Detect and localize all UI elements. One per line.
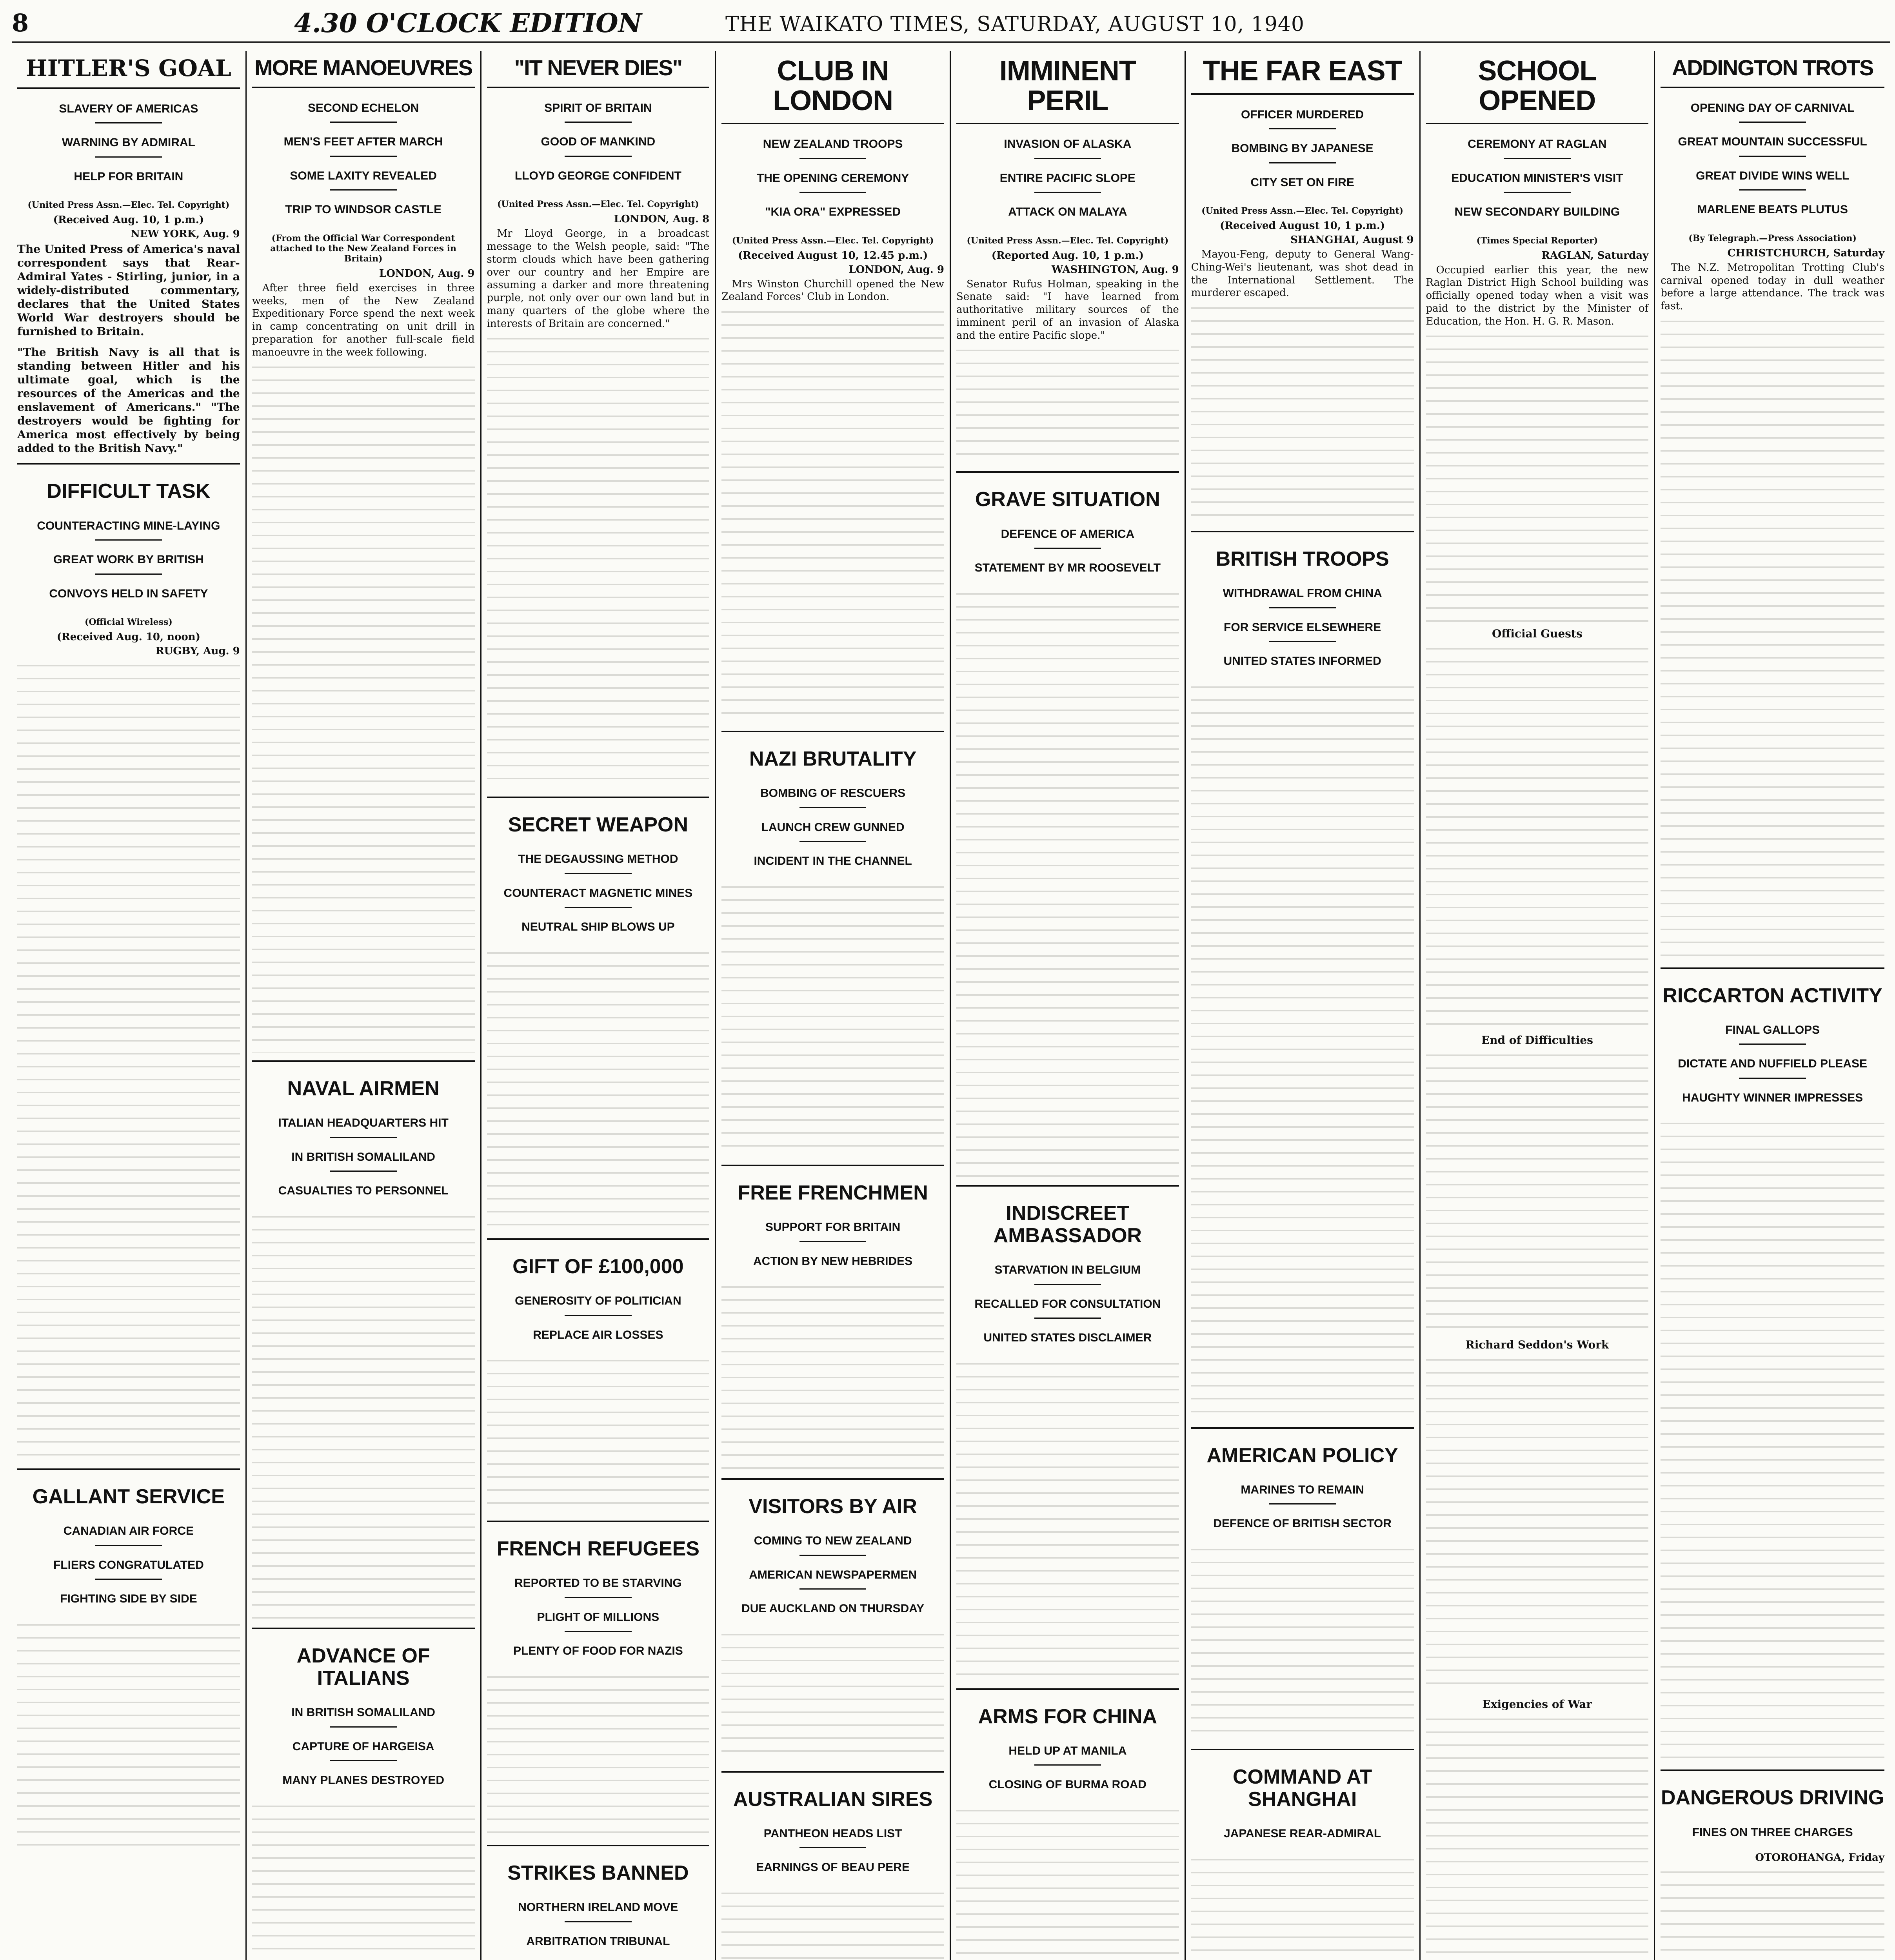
- deck: INCIDENT IN THE CHANNEL: [754, 855, 912, 868]
- newspaper-dateline: THE WAIKATO TIMES, SATURDAY, AUGUST 10, 1940: [725, 13, 1305, 36]
- article-title: ADDINGTON TROTS: [1661, 55, 1884, 88]
- section-title: GALLANT SERVICE: [17, 1468, 240, 1514]
- deck: DEFENCE OF AMERICA: [956, 517, 1179, 552]
- deck: ATTACK ON MALAYA: [1008, 205, 1127, 219]
- deck: DICTATE AND NUFFIELD PLEASE: [1661, 1047, 1884, 1081]
- article-dateline: LONDON, Aug. 9: [848, 263, 944, 276]
- deck: JAPANESE REAR-ADMIRAL: [1224, 1827, 1381, 1840]
- text-block: [1191, 682, 1414, 1419]
- deck: "KIA ORA" EXPRESSED: [765, 205, 901, 219]
- subhead: Official Guests: [1492, 627, 1582, 641]
- section-title: ADVANCE OF ITALIANS: [252, 1628, 475, 1696]
- text-block: [721, 882, 944, 1157]
- subhead: End of Difficulties: [1481, 1034, 1593, 1047]
- article-dateline: OTOROHANGA, Friday: [1755, 1852, 1884, 1864]
- deck: NEW SECONDARY BUILDING: [1454, 205, 1620, 219]
- deck: LLOYD GEORGE CONFIDENT: [514, 169, 681, 182]
- deck: MARINES TO REMAIN: [1191, 1473, 1414, 1507]
- deck: CITY SET ON FIRE: [1250, 176, 1354, 189]
- wire-credit: (By Telegraph.—Press Association): [1688, 233, 1857, 243]
- deck: COMING TO NEW ZEALAND: [721, 1524, 944, 1558]
- column-addington-trots: [1655, 51, 1890, 1960]
- deck: GOOD OF MANKIND: [487, 125, 710, 159]
- text-block: [721, 1282, 944, 1470]
- wire-credit: (From the Official War Correspondent attached to the New Zealand Forces in Britain): [270, 233, 456, 264]
- deck: NEUTRAL SHIP BLOWS UP: [521, 920, 675, 934]
- deck: HELP FOR BRITAIN: [74, 170, 184, 183]
- deck: FOR SERVICE ELSEWHERE: [1191, 611, 1414, 645]
- article-decks: [17, 92, 240, 194]
- section-title: GRAVE SITUATION: [956, 471, 1179, 517]
- text-block: [1426, 644, 1649, 1028]
- text-block: [17, 1620, 240, 1855]
- column-far-east: [1186, 51, 1421, 1960]
- article-dateline: RAGLAN, Saturday: [1541, 249, 1649, 261]
- text-block: [956, 346, 1179, 463]
- deck: GREAT WORK BY BRITISH: [17, 543, 240, 577]
- article-dateline: SHANGHAI, August 9: [1290, 234, 1414, 246]
- deck: ARBITRATION TRIBUNAL: [526, 1935, 670, 1948]
- deck: UNITED STATES INFORMED: [1223, 655, 1381, 668]
- deck: ACTION BY NEW HEBRIDES: [753, 1254, 913, 1268]
- article-title: HITLER'S GOAL: [17, 55, 240, 89]
- section-title: STRIKES BANNED: [487, 1845, 710, 1891]
- text-block: [1191, 1855, 1414, 1960]
- deck: EARNINGS OF BEAU PERE: [756, 1861, 910, 1874]
- text-block: [1661, 1119, 1884, 1762]
- deck: COUNTERACT MAGNETIC MINES: [487, 877, 710, 911]
- deck: IN BRITISH SOMALILAND: [252, 1140, 475, 1174]
- deck: HAUGHTY WINNER IMPRESSES: [1682, 1091, 1863, 1104]
- received-time: (Received Aug. 10, noon): [56, 631, 200, 643]
- deck: CONVOYS HELD IN SAFETY: [49, 587, 208, 600]
- text-block: [1661, 1867, 1884, 1960]
- deck: HELD UP AT MANILA: [956, 1734, 1179, 1768]
- article-dateline: LONDON, Aug. 8: [614, 213, 710, 225]
- deck: OFFICER MURDERED: [1191, 98, 1414, 132]
- deck: GENEROSITY OF POLITICIAN: [487, 1284, 710, 1318]
- deck: PLENTY OF FOOD FOR NAZIS: [513, 1644, 683, 1658]
- deck: INVASION OF ALASKA: [956, 127, 1179, 162]
- deck: CLOSING OF BURMA ROAD: [988, 1778, 1146, 1791]
- deck: CEREMONY AT RAGLAN: [1426, 127, 1649, 162]
- section-title: COMMAND AT SHANGHAI: [1191, 1749, 1414, 1817]
- received-time: (Received August 10, 1 p.m.): [1220, 220, 1385, 232]
- deck: BOMBING OF RESCUERS: [721, 777, 944, 811]
- deck: AMERICAN NEWSPAPERMEN: [721, 1558, 944, 1592]
- article-dateline: WASHINGTON, Aug. 9: [1051, 263, 1179, 276]
- text-block: [1191, 303, 1414, 523]
- text-block: [252, 1802, 475, 1960]
- wire-credit: (Official Wireless): [84, 617, 173, 628]
- section-title: FRENCH REFUGEES: [487, 1521, 710, 1566]
- newspaper-page: [12, 51, 1890, 1960]
- deck: STARVATION IN BELGIUM: [956, 1253, 1179, 1287]
- article-title: CLUB IN LONDON: [721, 55, 944, 124]
- section-title: FREE FRENCHMEN: [721, 1165, 944, 1210]
- text-block: [487, 1672, 710, 1837]
- deck: IN BRITISH SOMALILAND: [252, 1696, 475, 1730]
- edition-label: 4.30 O'CLOCK EDITION: [294, 8, 642, 38]
- section-title: VISITORS BY AIR: [721, 1478, 944, 1524]
- wire-credit: (United Press Assn.—Elec. Tel. Copyright): [27, 200, 230, 211]
- article-dateline: LONDON, Aug. 9: [379, 267, 475, 279]
- text-block: [1426, 1051, 1649, 1333]
- deck: OPENING DAY OF CARNIVAL: [1661, 91, 1884, 125]
- section-title: ARMS FOR CHINA: [956, 1688, 1179, 1734]
- column-it-never-dies: [481, 51, 716, 1960]
- column-more-manoeuvres: [247, 51, 481, 1960]
- article-body: Mayou-Feng, deputy to General Wang-Ching-Wei's lieutenant, was shot dead in the International Settlement. The murderer escaped.: [1191, 249, 1414, 299]
- section-title: NAVAL AIRMEN: [252, 1060, 475, 1106]
- deck: ENTIRE PACIFIC SLOPE: [956, 162, 1179, 196]
- section-title: DIFFICULT TASK: [17, 463, 240, 509]
- section-title: NAZI BRUTALITY: [721, 731, 944, 777]
- column-hitlers-goal: [12, 51, 247, 1960]
- deck: STATEMENT BY MR ROOSEVELT: [974, 561, 1161, 575]
- section-title: SECRET WEAPON: [487, 797, 710, 842]
- deck: SECOND ECHELON: [252, 91, 475, 125]
- section-title: AUSTRALIAN SIRES: [721, 1771, 944, 1817]
- article-dateline: CHRISTCHURCH, Saturday: [1727, 247, 1884, 259]
- article-body: "The British Navy is all that is standing between Hitler and his ultimate goal, which is the resources of the Americas and the enslavement of Americans." "The destroyers would be fighting for America most effectively by being added to the British Navy.": [17, 346, 240, 455]
- deck: REPORTED TO BE STARVING: [487, 1566, 710, 1601]
- section-title: GIFT OF £100,000: [487, 1238, 710, 1284]
- deck: THE OPENING CEREMONY: [721, 162, 944, 196]
- deck: EDUCATION MINISTER'S VISIT: [1426, 162, 1649, 196]
- article-lead: The United Press of America's naval correspondent says that Rear-Admiral Yates - Stirling, junior, in a widely-distributed commentary, declares that the United States World War destroyers should be furnished to Britain.: [17, 243, 240, 338]
- deck: DUE AUCKLAND ON THURSDAY: [741, 1602, 925, 1615]
- text-block: [956, 1806, 1179, 1960]
- received-time: (Received August 10, 12.45 p.m.): [738, 249, 928, 261]
- wire-credit: (Times Special Reporter): [1476, 235, 1598, 246]
- wire-credit: (United Press Assn.—Elec. Tel. Copyright): [1201, 206, 1404, 216]
- deck: REPLACE AIR LOSSES: [533, 1328, 663, 1341]
- deck: MANY PLANES DESTROYED: [282, 1774, 445, 1787]
- article-body: The N.Z. Metropolitan Trotting Club's carnival opened today in dull weather before a large attendance. The track was fast.: [1661, 261, 1884, 312]
- deck: RECALLED FOR CONSULTATION: [956, 1287, 1179, 1321]
- section-title: RICCARTON ACTIVITY: [1661, 967, 1884, 1013]
- deck: DEFENCE OF BRITISH SECTOR: [1213, 1517, 1392, 1530]
- deck: SLAVERY OF AMERICAS: [17, 92, 240, 126]
- deck: SPIRIT OF BRITAIN: [487, 91, 710, 125]
- deck: NEW ZEALAND TROOPS: [721, 127, 944, 162]
- article-body: Mr Lloyd George, in a broadcast message to the Welsh people, said: "The storm clouds which have been gathering over our country and her Empire are assuming a darker and more threatening purple, not only over our own land but in many quarters of the globe where the interests of Britain are concerned.": [487, 228, 710, 330]
- deck: CASUALTIES TO PERSONNEL: [278, 1184, 449, 1198]
- article-dateline: NEW YORK, Aug. 9: [130, 228, 240, 240]
- subhead: Exigencies of War: [1482, 1698, 1592, 1711]
- deck: GREAT MOUNTAIN SUCCESSFUL: [1661, 125, 1884, 159]
- deck: PANTHEON HEADS LIST: [721, 1817, 944, 1851]
- text-block: [721, 1630, 944, 1763]
- article-body: Mrs Winston Churchill opened the New Zealand Forces' Club in London.: [721, 278, 944, 303]
- column-club-in-london: [716, 51, 951, 1960]
- text-block: [487, 334, 710, 789]
- deck: FINAL GALLOPS: [1661, 1013, 1884, 1047]
- text-block: [487, 948, 710, 1230]
- wire-credit: (United Press Assn.—Elec. Tel. Copyright): [497, 199, 699, 210]
- article-title: MORE MANOEUVRES: [252, 55, 475, 88]
- text-block: [487, 1356, 710, 1513]
- deck: CANADIAN AIR FORCE: [17, 1514, 240, 1548]
- subhead: Richard Seddon's Work: [1465, 1338, 1609, 1352]
- deck: GREAT DIVIDE WINS WELL: [1661, 159, 1884, 193]
- wire-credit: (United Press Assn.—Elec. Tel. Copyright): [967, 235, 1169, 246]
- text-block: [17, 661, 240, 1461]
- deck: NORTHERN IRELAND MOVE: [487, 1891, 710, 1925]
- text-block: [721, 307, 944, 723]
- text-block: [252, 363, 475, 1053]
- received-time: (Reported Aug. 10, 1 p.m.): [991, 249, 1144, 261]
- text-block: [956, 589, 1179, 1177]
- deck: TRIP TO WINDSOR CASTLE: [285, 203, 442, 216]
- column-school-opened: [1421, 51, 1655, 1960]
- received-time: (Received Aug. 10, 1 p.m.): [53, 214, 204, 226]
- deck: WITHDRAWAL FROM CHINA: [1191, 577, 1414, 611]
- article-dateline: RUGBY, Aug. 9: [155, 645, 240, 657]
- deck: PLIGHT OF MILLIONS: [487, 1601, 710, 1635]
- deck: MEN'S FEET AFTER MARCH: [252, 125, 475, 159]
- deck: THE DEGAUSSING METHOD: [487, 842, 710, 877]
- page-number: 8: [12, 9, 29, 37]
- deck: ITALIAN HEADQUARTERS HIT: [252, 1106, 475, 1140]
- deck: FLIERS CONGRATULATED: [17, 1548, 240, 1583]
- masthead: [12, 4, 1890, 43]
- article-body: Senator Rufus Holman, speaking in the Senate said: "I have learned from authoritative military sources of the imminent peril of an invasion of Alaska and the entire Pacific slope.": [956, 278, 1179, 341]
- section-title: AMERICAN POLICY: [1191, 1427, 1414, 1473]
- deck: SUPPORT FOR BRITAIN: [721, 1210, 944, 1245]
- section-title: DANGEROUS DRIVING: [1661, 1769, 1884, 1815]
- column-imminent-peril: [951, 51, 1186, 1960]
- article-body: Occupied earlier this year, the new Raglan District High School building was officially opened today when a visit was paid to the district by the Minister of Education, the Hon. H. G. R. Mason.: [1426, 264, 1649, 327]
- article-body: After three field exercises in three weeks, men of the New Zealand Expeditionary Force spend the next week in camp concentrating on unit drill in preparation for another full-scale field manoeuvre in the week following.: [252, 282, 475, 358]
- text-block: [721, 1889, 944, 1960]
- deck: FINES ON THREE CHARGES: [1692, 1826, 1853, 1839]
- deck: CAPTURE OF HARGEISA: [252, 1730, 475, 1764]
- deck: SOME LAXITY REVEALED: [252, 159, 475, 193]
- text-block: [1426, 1355, 1649, 1692]
- text-block: [1426, 1715, 1649, 1960]
- deck: LAUNCH CREW GUNNED: [721, 811, 944, 845]
- article-title: IMMINENT PERIL: [956, 55, 1179, 124]
- deck: UNITED STATES DISCLAIMER: [983, 1331, 1152, 1344]
- article-title: "IT NEVER DIES": [487, 55, 710, 88]
- text-block: [1426, 332, 1649, 622]
- article-title: THE FAR EAST: [1191, 55, 1414, 95]
- text-block: [1661, 317, 1884, 960]
- article-title: SCHOOL OPENED: [1426, 55, 1649, 124]
- deck: WARNING BY ADMIRAL: [17, 126, 240, 160]
- section-title: INDISCREET AMBASSADOR: [956, 1185, 1179, 1253]
- section-title: BRITISH TROOPS: [1191, 531, 1414, 577]
- deck: COUNTERACTING MINE-LAYING: [17, 509, 240, 543]
- deck: FIGHTING SIDE BY SIDE: [60, 1592, 197, 1606]
- text-block: [956, 1359, 1179, 1681]
- wire-credit: (United Press Assn.—Elec. Tel. Copyright): [732, 235, 934, 246]
- deck: MARLENE BEATS PLUTUS: [1697, 203, 1848, 216]
- text-block: [252, 1212, 475, 1620]
- text-block: [1191, 1545, 1414, 1741]
- deck: BOMBING BY JAPANESE: [1191, 132, 1414, 166]
